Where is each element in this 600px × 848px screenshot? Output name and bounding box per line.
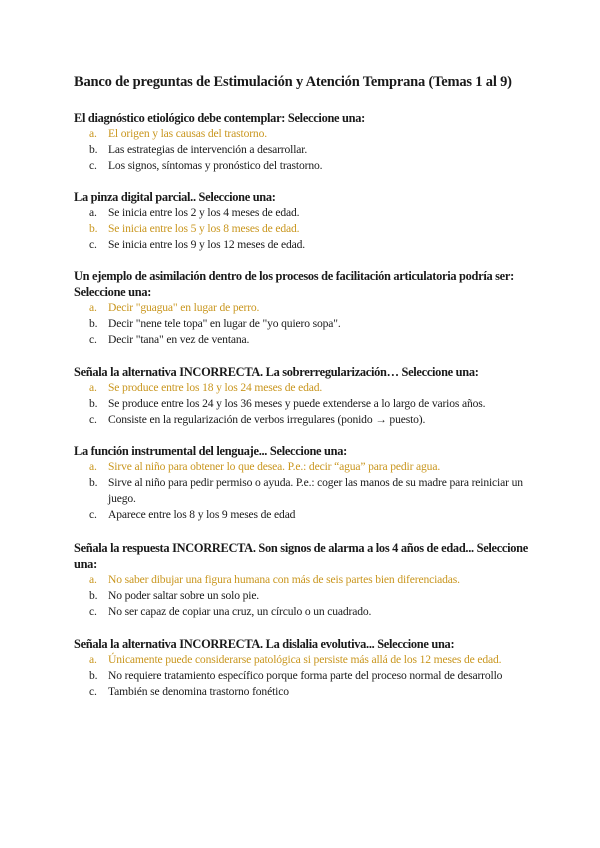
option-text: El origen y las causas del trastorno. bbox=[108, 127, 267, 140]
option-c bbox=[74, 684, 534, 700]
option-a-correct bbox=[74, 300, 534, 316]
option-text: Se produce entre los 18 y los 24 meses de edad. bbox=[108, 381, 323, 394]
option-b bbox=[74, 668, 534, 684]
option-letter: a. bbox=[89, 301, 97, 314]
option-letter: c. bbox=[89, 508, 97, 521]
options-list bbox=[74, 572, 534, 620]
option-c bbox=[74, 507, 534, 523]
question-text: Señala la alternativa INCORRECTA. La dislalia evolutiva... Seleccione una: bbox=[74, 637, 455, 651]
question-text: El diagnóstico etiológico debe contemplar: Seleccione una: bbox=[74, 111, 365, 125]
option-text: Aparece entre los 8 y los 9 meses de edad bbox=[108, 508, 296, 521]
option-letter: a. bbox=[89, 206, 97, 219]
option-letter: c. bbox=[89, 238, 97, 251]
option-a-correct bbox=[74, 459, 534, 475]
options-list bbox=[74, 205, 534, 253]
option-b bbox=[74, 475, 534, 507]
option-letter: a. bbox=[89, 381, 97, 394]
option-letter: c. bbox=[89, 413, 97, 426]
question-1 bbox=[74, 110, 534, 174]
option-letter: c. bbox=[89, 605, 97, 618]
option-text: No saber dibujar una figura humana con más de seis partes bien diferenciadas. bbox=[108, 573, 460, 586]
option-b bbox=[74, 588, 534, 604]
option-a-correct bbox=[74, 572, 534, 588]
question-text: Señala la alternativa INCORRECTA. La sobrerregularización… Seleccione una: bbox=[74, 365, 479, 379]
option-c bbox=[74, 158, 534, 174]
question-3 bbox=[74, 268, 534, 348]
question-7 bbox=[74, 636, 534, 700]
option-text: No ser capaz de copiar una cruz, un círculo o un cuadrado. bbox=[108, 605, 372, 618]
option-letter: b. bbox=[89, 589, 98, 602]
option-a-correct bbox=[74, 652, 534, 668]
option-letter: a. bbox=[89, 573, 97, 586]
option-letter: b. bbox=[89, 669, 98, 682]
question-text: La función instrumental del lenguaje... Seleccione una: bbox=[74, 444, 347, 458]
options-list bbox=[74, 126, 534, 174]
option-b-correct bbox=[74, 221, 534, 237]
question-text: Señala la respuesta INCORRECTA. Son signos de alarma a los 4 años de edad... Seleccione una: bbox=[74, 541, 528, 571]
option-text: No requiere tratamiento específico porque forma parte del proceso normal de desarrollo bbox=[108, 669, 503, 682]
option-text: Sirve al niño para pedir permiso o ayuda. P.e.: coger las manos de su madre para reiniciar un juego. bbox=[108, 476, 523, 505]
option-letter: b. bbox=[89, 317, 98, 330]
option-letter: a. bbox=[89, 127, 97, 140]
question-2 bbox=[74, 189, 534, 253]
option-letter: c. bbox=[89, 159, 97, 172]
option-text: Los signos, síntomas y pronóstico del trastorno. bbox=[108, 159, 323, 172]
option-c bbox=[74, 412, 534, 428]
option-text: Únicamente puede considerarse patológica si persiste más allá de los 12 meses de edad. bbox=[108, 653, 502, 666]
option-text: Se inicia entre los 5 y los 8 meses de edad. bbox=[108, 222, 300, 235]
question-5 bbox=[74, 443, 534, 523]
option-letter: a. bbox=[89, 460, 97, 473]
option-b bbox=[74, 316, 534, 332]
option-text: Se inicia entre los 9 y los 12 meses de edad. bbox=[108, 238, 306, 251]
option-letter: b. bbox=[89, 397, 98, 410]
option-letter: c. bbox=[89, 685, 97, 698]
option-letter: b. bbox=[89, 476, 98, 489]
question-text: Un ejemplo de asimilación dentro de los procesos de facilitación articulatoria podría ser: Seleccione una: bbox=[74, 269, 514, 299]
option-c bbox=[74, 604, 534, 620]
question-text: La pinza digital parcial.. Seleccione una: bbox=[74, 190, 276, 204]
option-text: Decir "nene tele topa" en lugar de "yo quiero sopa". bbox=[108, 317, 341, 330]
question-6 bbox=[74, 540, 534, 620]
option-letter: b. bbox=[89, 143, 98, 156]
option-letter: a. bbox=[89, 653, 97, 666]
option-a bbox=[74, 205, 534, 221]
option-letter: b. bbox=[89, 222, 98, 235]
option-b bbox=[74, 396, 534, 412]
option-letter: c. bbox=[89, 333, 97, 346]
option-text: Se produce entre los 24 y los 36 meses y puede extenderse a lo largo de varios años. bbox=[108, 397, 486, 410]
options-list bbox=[74, 652, 534, 700]
option-text: Las estrategias de intervención a desarrollar. bbox=[108, 143, 308, 156]
option-text: Se inicia entre los 2 y los 4 meses de edad. bbox=[108, 206, 300, 219]
options-list bbox=[74, 300, 534, 348]
options-list bbox=[74, 380, 534, 428]
option-a-correct bbox=[74, 380, 534, 396]
question-4 bbox=[74, 364, 534, 428]
option-c bbox=[74, 332, 534, 348]
document-title: Banco de preguntas de Estimulación y Atención Temprana (Temas 1 al 9) bbox=[74, 74, 512, 90]
option-text: Decir "guagua" en lugar de perro. bbox=[108, 301, 260, 314]
options-list bbox=[74, 459, 534, 523]
option-text: No poder saltar sobre un solo pie. bbox=[108, 589, 260, 602]
option-a-correct bbox=[74, 126, 534, 142]
option-text: Sirve al niño para obtener lo que desea. P.e.: decir “agua” para pedir agua. bbox=[108, 460, 441, 473]
option-text: También se denomina trastorno fonético bbox=[108, 685, 289, 698]
option-b bbox=[74, 142, 534, 158]
option-text: Decir "tana" en vez de ventana. bbox=[108, 333, 250, 346]
option-c bbox=[74, 237, 534, 253]
option-text: Consiste en la regularización de verbos irregulares (ponido → puesto). bbox=[108, 413, 426, 426]
